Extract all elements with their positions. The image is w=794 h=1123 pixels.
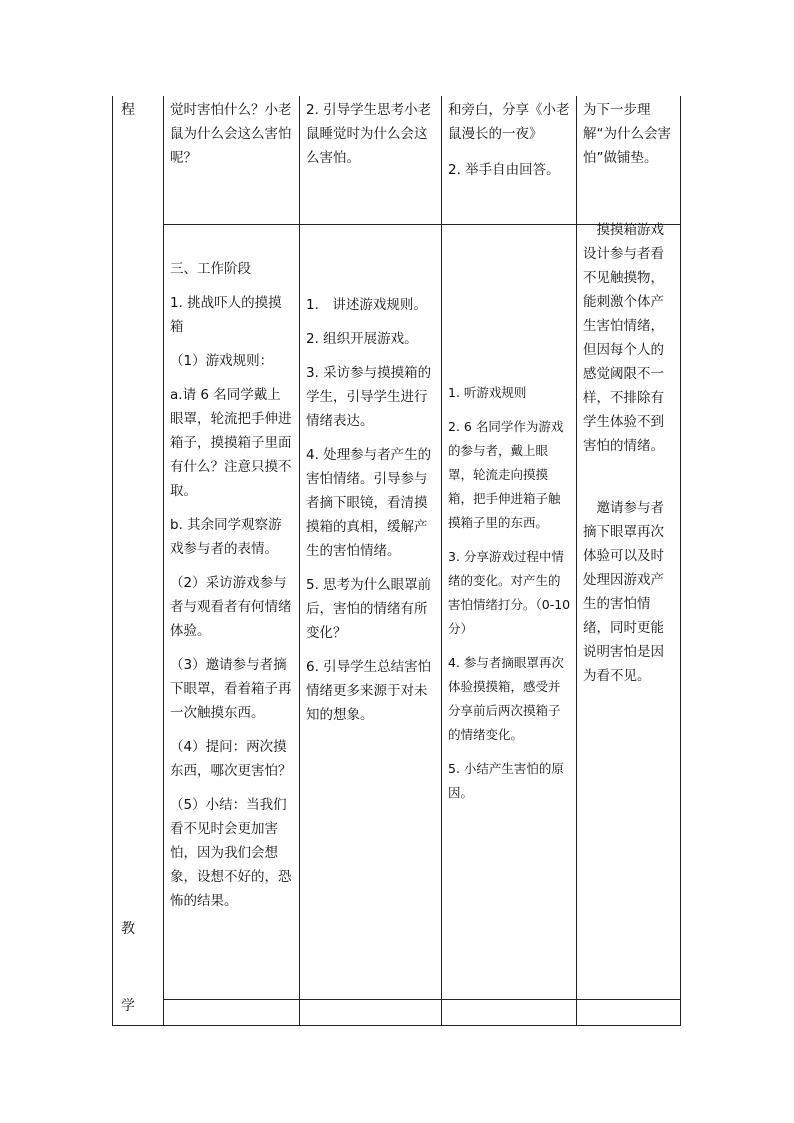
step-3: （3）邀请参与者摘下眼罩，看着箱子再一次触摸东西。 <box>170 657 292 721</box>
table-divider-2 <box>299 96 300 1026</box>
table-divider-4 <box>576 96 577 1026</box>
row1-col4-text: 为下一步理解“为什么会害怕”做铺垫。 <box>583 102 671 166</box>
step-5: （5）小结：当我们看不见时会更加害怕，因为我们会想象，设想不好的，恐怖的结果。 <box>170 797 292 909</box>
row1-col3-cell <box>448 98 570 194</box>
student-step-3: 3. 分享游戏过程中情绪的变化。对产生的害怕情绪打分。（0-10 分） <box>448 549 571 636</box>
row1-col4-cell <box>583 98 677 182</box>
label-char-mid: 教 <box>121 921 135 937</box>
rule-a: a.请 6 名同学戴上眼罩，轮流把手伸进箱子，摸摸箱子里面有什么？注意只摸不取。 <box>170 387 292 499</box>
student-step-4: 4. 参与者摘眼罩再次体验摸摸箱，感受并分享前后两次摸箱子的情绪变化。 <box>448 655 564 742</box>
teacher-step-3: 3. 采访参与摸摸箱的学生，引导学生进行情绪表达。 <box>306 365 432 429</box>
label-char-bottom: 学 <box>121 998 135 1014</box>
table-border-bottom <box>112 1025 681 1026</box>
step-4: （4）提问：两次摸东西，哪次更害怕？ <box>170 739 292 779</box>
table-divider-1 <box>163 96 164 1026</box>
activity-title: 1. 挑战吓人的摸摸箱 <box>170 295 282 335</box>
label-char-top: 程 <box>121 102 135 118</box>
table-border-left <box>112 96 113 1026</box>
rule-heading: （1）游戏规则： <box>170 353 274 369</box>
row1-col2-text: 2. 引导学生思考小老鼠睡觉时为什么会这么害怕。 <box>306 102 432 166</box>
student-step-5: 5. 小结产生害怕的原因。 <box>448 761 564 800</box>
student-step-1: 1. 听游戏规则 <box>448 385 527 400</box>
row1-col3-text-2: 2. 举手自由回答。 <box>448 162 560 178</box>
stage-heading: 三、工作阶段 <box>170 261 251 277</box>
teacher-step-1: 1. 讲述游戏规则。 <box>306 297 427 313</box>
table-border-right <box>680 96 681 1026</box>
teacher-step-6: 6. 引导学生总结害怕情绪更多来源于对未知的想象。 <box>306 659 432 723</box>
row-divider-2 <box>163 999 681 1000</box>
teacher-step-2: 2. 组织开展游戏。 <box>306 331 418 347</box>
table-divider-3 <box>441 96 442 1026</box>
teacher-step-4: 4. 处理参与者产生的害怕情绪。引导参与者摘下眼镜，看清摸摸箱的真相，缓解产生的害怕情绪。 <box>306 447 432 559</box>
row2-col2-cell <box>306 293 436 737</box>
rule-b: b. 其余同学观察游戏参与者的表情。 <box>170 517 282 557</box>
design-note-1: 摸摸箱游戏设计参与者看不见触摸物，能刺激个体产生害怕情绪，但因每个人的感觉阈限不一样，不排除有学生体验不到害怕的情绪。 <box>583 222 664 454</box>
row1-col3-text-1: 和旁白，分享《小老鼠漫长的一夜》 <box>448 102 570 142</box>
student-step-2: 2. 6 名同学作为游戏的参与者，戴上眼罩，轮流走向摸摸箱，把手伸进箱子触摸箱子里的东西。 <box>448 419 564 530</box>
row1-col1-cell <box>170 98 294 182</box>
row2-col1-cell <box>170 257 294 923</box>
step-2: （2）采访游戏参与者与观看者有何情绪体验。 <box>170 575 292 639</box>
teacher-step-5: 5. 思考为什么眼罩前后，害怕的情绪有所变化？ <box>306 577 432 641</box>
row1-col2-cell <box>306 98 436 182</box>
row1-col1-text: 觉时害怕什么？小老鼠为什么会这么害怕呢？ <box>170 102 292 166</box>
row2-col3-cell <box>448 381 572 815</box>
row2-col4-cell <box>583 218 677 700</box>
design-note-2: 邀请参与者摘下眼罩再次体验可以及时处理因游戏产生的害怕情绪，同时更能说明害怕是因为看不见。 <box>583 500 664 684</box>
